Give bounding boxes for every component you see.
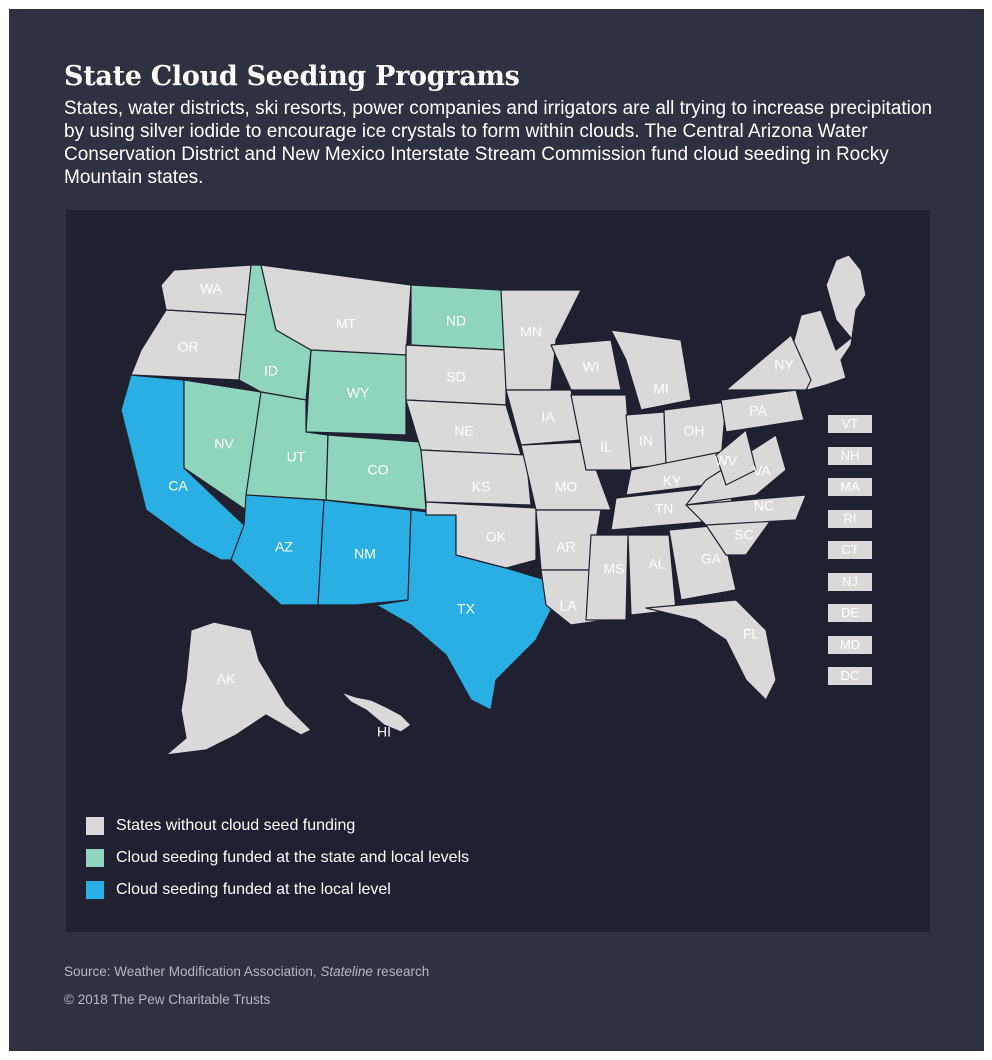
state-label-va: VA [753, 462, 771, 479]
small-state-box-dc: DC [828, 667, 872, 685]
state-label-fl: FL [742, 625, 760, 642]
state-label-tx: TX [457, 600, 475, 617]
state-label-ia: IA [541, 408, 555, 425]
state-label-nd: ND [445, 312, 467, 329]
copyright: © 2018 The Pew Charitable Trusts [64, 992, 271, 1007]
state-label-wy: WY [346, 384, 370, 401]
state-label-co: CO [367, 461, 389, 478]
state-label-mt: MT [335, 315, 357, 332]
state-label-ak: AK [216, 670, 236, 687]
source-suffix: research [372, 964, 430, 979]
state-al [628, 535, 676, 615]
state-label-ok: OK [485, 528, 507, 545]
state-ks [421, 450, 531, 505]
source-italic: Stateline [320, 964, 373, 979]
small-state-box-vt: VT [828, 415, 872, 433]
source-note [64, 964, 429, 979]
state-label-oh: OH [683, 422, 705, 439]
legend-swatch-state-and-local [86, 849, 104, 867]
state-label-nc: NC [753, 497, 775, 514]
state-label-mn: MN [520, 323, 542, 340]
state-ak [166, 622, 311, 755]
state-label-ky: KY [662, 472, 682, 489]
legend-label-none: States without cloud seed funding [116, 817, 356, 834]
state-label-sd: SD [446, 368, 466, 385]
small-state-box-de: DE [828, 604, 872, 622]
state-label-az: AZ [275, 538, 293, 555]
state-label-al: AL [648, 555, 666, 572]
page-subtitle: States, water districts, ski resorts, power companies and irrigators are all trying to increase precipitation by using silver iodide to encourage ice crystals to form within clouds. The Central Arizona Water Conservation District and New Mexico Interstate Stream Commission fund cloud seeding in Rocky Mountain states. [64, 98, 933, 188]
state-label-nm: NM [354, 545, 376, 562]
state-label-or: OR [177, 338, 199, 355]
legend-swatch-none [86, 817, 104, 835]
state-label-tn: TN [654, 500, 674, 517]
small-state-box-nj: NJ [828, 573, 872, 591]
state-label-ut: UT [286, 448, 306, 465]
state-label-mi: MI [653, 380, 669, 397]
legend [86, 810, 469, 906]
state-label-id: ID [264, 362, 278, 379]
state-label-ks: KS [471, 478, 491, 495]
legend-item-state-and-local [86, 842, 469, 874]
state-ms [586, 535, 628, 620]
infographic-frame [9, 9, 984, 1051]
state-label-wi: WI [582, 358, 600, 375]
state-fl [646, 600, 776, 700]
state-hi [341, 692, 411, 732]
state-label-ny: NY [774, 356, 794, 373]
small-state-box-ct: CT [828, 541, 872, 559]
state-label-ms: MS [603, 560, 625, 577]
state-label-nv: NV [214, 435, 234, 452]
page-title: State Cloud Seeding Programs [64, 61, 520, 92]
state-label-ca: CA [168, 477, 188, 494]
state-label-wa: WA [199, 280, 223, 297]
state-label-sc: SC [734, 526, 754, 543]
small-state-box-ri: RI [828, 510, 872, 528]
small-state-box-ma: MA [828, 478, 872, 496]
small-state-box-md: MD [828, 636, 872, 654]
state-label-la: LA [559, 597, 577, 614]
legend-label-local: Cloud seeding funded at the local level [116, 881, 391, 898]
legend-item-local [86, 874, 469, 906]
state-label-hi: HI [377, 723, 391, 740]
source-prefix: Source: Weather Modification Association, [64, 964, 321, 979]
state-label-ne: NE [454, 422, 474, 439]
state-label-in: IN [639, 432, 653, 449]
state-label-wv: WV [714, 452, 738, 469]
small-state-box-nh: NH [828, 447, 872, 465]
legend-label-state-and-local: Cloud seeding funded at the state and local levels [116, 849, 470, 866]
map-panel [66, 210, 930, 932]
state-label-ga: GA [700, 550, 722, 567]
legend-swatch-local [86, 881, 104, 899]
legend-item-none [86, 810, 469, 842]
state-label-ar: AR [556, 538, 576, 555]
state-label-mo: MO [554, 478, 578, 495]
state-label-pa: PA [749, 402, 767, 419]
state-label-il: IL [600, 438, 612, 455]
